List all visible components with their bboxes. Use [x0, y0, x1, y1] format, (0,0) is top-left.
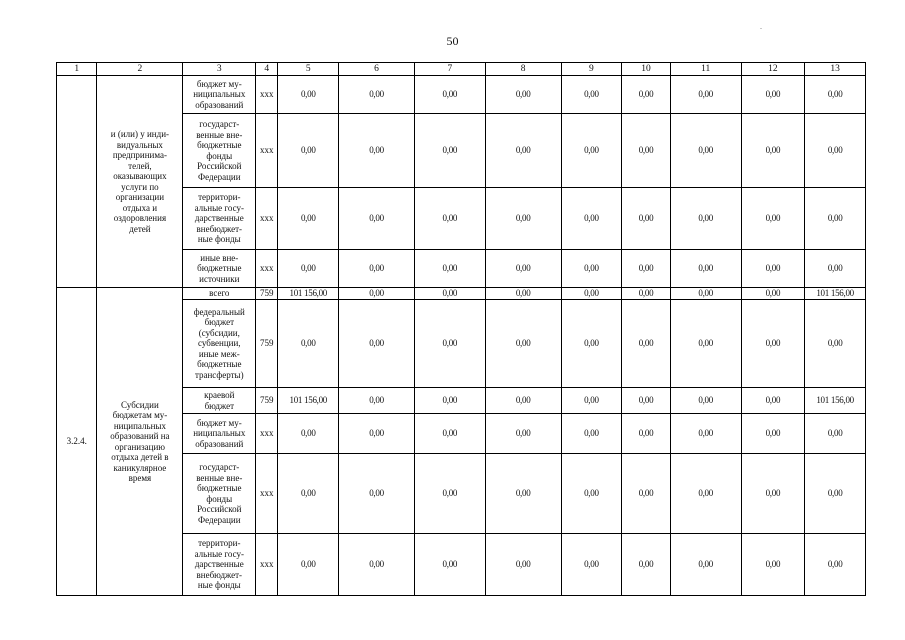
column-header: 12: [741, 63, 805, 76]
amount-cell: 101 156,00: [805, 388, 866, 414]
amount-cell: 0,00: [741, 388, 805, 414]
budget-code: 759: [256, 288, 278, 300]
amount-cell: 0,00: [622, 114, 671, 188]
column-header: 7: [414, 63, 485, 76]
amount-cell: 0,00: [622, 288, 671, 300]
column-header: 5: [278, 63, 339, 76]
column-header: 13: [805, 63, 866, 76]
amount-cell: 0,00: [414, 388, 485, 414]
amount-cell: 0,00: [670, 188, 741, 250]
amount-cell: 0,00: [805, 114, 866, 188]
amount-cell: 0,00: [278, 300, 339, 388]
amount-cell: 0,00: [741, 76, 805, 114]
amount-cell: 0,00: [741, 454, 805, 534]
amount-cell: 0,00: [670, 300, 741, 388]
amount-cell: 0,00: [670, 534, 741, 596]
amount-cell: 0,00: [670, 76, 741, 114]
funding-source: бюджет му- ниципальных образований: [183, 76, 256, 114]
table-row: [57, 76, 866, 114]
amount-cell: 0,00: [670, 250, 741, 288]
table-body: [57, 63, 866, 596]
funding-source: иные вне- бюджетные источники: [183, 250, 256, 288]
amount-cell: 0,00: [339, 188, 415, 250]
amount-cell: 101 156,00: [805, 288, 866, 300]
amount-cell: 0,00: [670, 114, 741, 188]
amount-cell: 0,00: [414, 414, 485, 454]
funding-source: федеральный бюджет (субсидии, субвенции, иные меж- бюджетные трансферты): [183, 300, 256, 388]
amount-cell: 0,00: [622, 534, 671, 596]
budget-code: ххх: [256, 250, 278, 288]
amount-cell: 0,00: [622, 300, 671, 388]
amount-cell: 0,00: [805, 76, 866, 114]
amount-cell: 0,00: [278, 454, 339, 534]
amount-cell: 0,00: [622, 188, 671, 250]
amount-cell: 0,00: [485, 76, 561, 114]
amount-cell: 0,00: [485, 188, 561, 250]
amount-cell: 0,00: [339, 414, 415, 454]
amount-cell: 0,00: [414, 76, 485, 114]
amount-cell: 0,00: [485, 114, 561, 188]
amount-cell: 101 156,00: [278, 388, 339, 414]
amount-cell: 0,00: [278, 250, 339, 288]
amount-cell: 0,00: [485, 300, 561, 388]
amount-cell: 0,00: [339, 288, 415, 300]
budget-code: 759: [256, 388, 278, 414]
amount-cell: 0,00: [278, 414, 339, 454]
column-header: 2: [97, 63, 183, 76]
budget-code: ххх: [256, 414, 278, 454]
amount-cell: 0,00: [561, 250, 622, 288]
amount-cell: 0,00: [805, 250, 866, 288]
page-number: 50: [446, 34, 459, 48]
amount-cell: 0,00: [741, 250, 805, 288]
amount-cell: 0,00: [622, 414, 671, 454]
table-row: [57, 288, 866, 300]
amount-cell: 0,00: [339, 388, 415, 414]
amount-cell: 0,00: [485, 388, 561, 414]
amount-cell: 0,00: [741, 534, 805, 596]
amount-cell: 0,00: [805, 414, 866, 454]
amount-cell: 0,00: [339, 250, 415, 288]
amount-cell: 0,00: [414, 250, 485, 288]
amount-cell: 0,00: [414, 534, 485, 596]
amount-cell: 0,00: [278, 534, 339, 596]
amount-cell: 0,00: [741, 300, 805, 388]
budget-code: ххх: [256, 188, 278, 250]
amount-cell: 0,00: [741, 114, 805, 188]
column-header: 6: [339, 63, 415, 76]
amount-cell: 0,00: [485, 454, 561, 534]
amount-cell: 0,00: [670, 388, 741, 414]
amount-cell: 0,00: [278, 76, 339, 114]
column-header: 10: [622, 63, 671, 76]
amount-cell: 0,00: [339, 114, 415, 188]
budget-code: 759: [256, 300, 278, 388]
amount-cell: 0,00: [278, 188, 339, 250]
amount-cell: 0,00: [805, 300, 866, 388]
funding-source: территори- альные госу- дарственные внебюджет- ные фонды: [183, 188, 256, 250]
budget-code: ххх: [256, 76, 278, 114]
amount-cell: 0,00: [561, 76, 622, 114]
amount-cell: 0,00: [485, 288, 561, 300]
funding-source: краевой бюджет: [183, 388, 256, 414]
budget-table: [56, 62, 866, 596]
amount-cell: 0,00: [561, 454, 622, 534]
funding-source: территори- альные госу- дарственные внебюджет- ные фонды: [183, 534, 256, 596]
funding-source: государст- венные вне- бюджетные фонды Российской Федерации: [183, 454, 256, 534]
scan-speck: .: [760, 22, 762, 31]
amount-cell: 0,00: [561, 388, 622, 414]
amount-cell: 0,00: [805, 454, 866, 534]
amount-cell: 101 156,00: [278, 288, 339, 300]
amount-cell: 0,00: [414, 114, 485, 188]
column-header: 8: [485, 63, 561, 76]
column-header: 4: [256, 63, 278, 76]
row-description: Субсидии бюджетам му- ниципальных образований на организацию отдыха детей в каникулярное время: [97, 288, 183, 596]
amount-cell: 0,00: [561, 414, 622, 454]
amount-cell: 0,00: [414, 300, 485, 388]
funding-source: государст- венные вне- бюджетные фонды Российской Федерации: [183, 114, 256, 188]
amount-cell: 0,00: [561, 188, 622, 250]
amount-cell: 0,00: [414, 288, 485, 300]
column-header: 11: [670, 63, 741, 76]
amount-cell: 0,00: [805, 188, 866, 250]
amount-cell: 0,00: [561, 300, 622, 388]
amount-cell: 0,00: [414, 454, 485, 534]
amount-cell: 0,00: [622, 76, 671, 114]
amount-cell: 0,00: [339, 76, 415, 114]
amount-cell: 0,00: [485, 414, 561, 454]
row-description: и (или) у инди- видуальных предпринима- телей, оказывающих услуги по организации отдыха и оздоровления детей: [97, 76, 183, 288]
row-number: [57, 76, 97, 288]
amount-cell: 0,00: [339, 534, 415, 596]
amount-cell: 0,00: [805, 534, 866, 596]
amount-cell: 0,00: [622, 454, 671, 534]
amount-cell: 0,00: [622, 250, 671, 288]
amount-cell: 0,00: [741, 414, 805, 454]
amount-cell: 0,00: [561, 288, 622, 300]
amount-cell: 0,00: [741, 188, 805, 250]
amount-cell: 0,00: [278, 114, 339, 188]
amount-cell: 0,00: [670, 414, 741, 454]
amount-cell: 0,00: [561, 114, 622, 188]
amount-cell: 0,00: [561, 534, 622, 596]
amount-cell: 0,00: [414, 188, 485, 250]
column-header-row: [57, 63, 866, 76]
budget-code: ххх: [256, 534, 278, 596]
column-header: 9: [561, 63, 622, 76]
column-header: 3: [183, 63, 256, 76]
amount-cell: 0,00: [670, 454, 741, 534]
budget-code: ххх: [256, 454, 278, 534]
amount-cell: 0,00: [339, 300, 415, 388]
amount-cell: 0,00: [485, 250, 561, 288]
budget-code: ххх: [256, 114, 278, 188]
amount-cell: 0,00: [339, 454, 415, 534]
amount-cell: 0,00: [622, 388, 671, 414]
amount-cell: 0,00: [485, 534, 561, 596]
amount-cell: 0,00: [670, 288, 741, 300]
amount-cell: 0,00: [741, 288, 805, 300]
funding-source: всего: [183, 288, 256, 300]
column-header: 1: [57, 63, 97, 76]
funding-source: бюджет му- ниципальных образований: [183, 414, 256, 454]
row-number: 3.2.4.: [57, 288, 97, 596]
